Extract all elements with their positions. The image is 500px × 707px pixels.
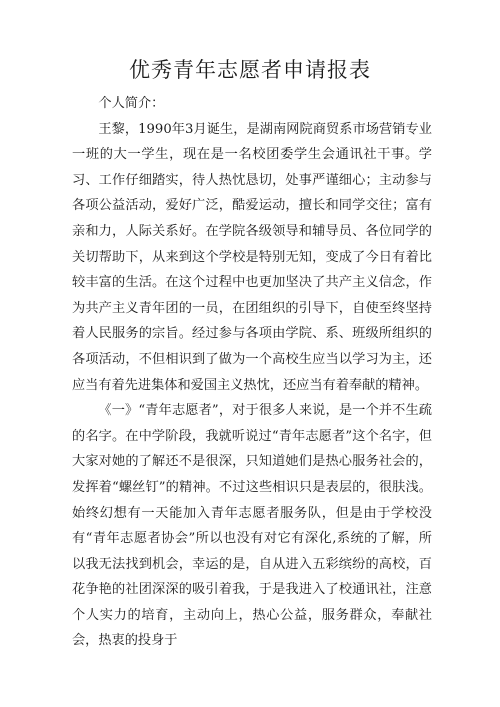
paragraph-volunteer: 《一》“青年志愿者”，对于很多人来说，是一个并不生疏的名字。在中学阶段，我就听说过“青年志愿者”这个名字，但大家对她的了解还不是很深，只知道她们是热心服务社会的，发挥着“螺丝钉”的精神。不过这些相识只是表层的，很肤浅。始终幻想有一天能加入青年志愿者服务队，但是由于学校没有“青年志愿者协会”所以也没有对它有深化,系统的了解，所以我无法找到机会，幸运的是，自从进入五彩缤纷的高校，百花争艳的社团深深的吸引着我，于是我进入了校通讯社，注意个人实力的培育，主动向上，热心公益，服务群众，奉献社会，热衷的投身于	[72, 403, 432, 649]
section-heading: 个人简介：	[98, 96, 165, 111]
document-title: 优秀青年志愿者申请报表	[129, 58, 371, 82]
document-body	[72, 91, 432, 654]
paragraph-intro: 王黎，1990年3月诞生，是湖南网院商贸系市场营销专业一班的大一学生，现在是一名校团委学生会通讯社干事。学习、工作仔细踏实，待人热忱恳切，处事严谨细心；主动参与各项公益活动，爱好广泛，酷爱运动，擅长和同学交往；富有亲和力，人际关系好。在学院各级领导和辅导员、各位同学的关切帮助下，从来到这个学校是特别无知，变成了今日有着比较丰富的生活。在这个过程中也更加坚决了共产主义信念，作为共产主义青年团的一员，在团组织的引导下，自使至终坚持着人民服务的宗旨。经过参与各项由学院、系、班级所组织的各项活动，不但相识到了做为一个高校生应当以学习为主，还应当有着先进集体和爱国主义热忱，还应当有着奉献的精神。	[72, 121, 432, 393]
